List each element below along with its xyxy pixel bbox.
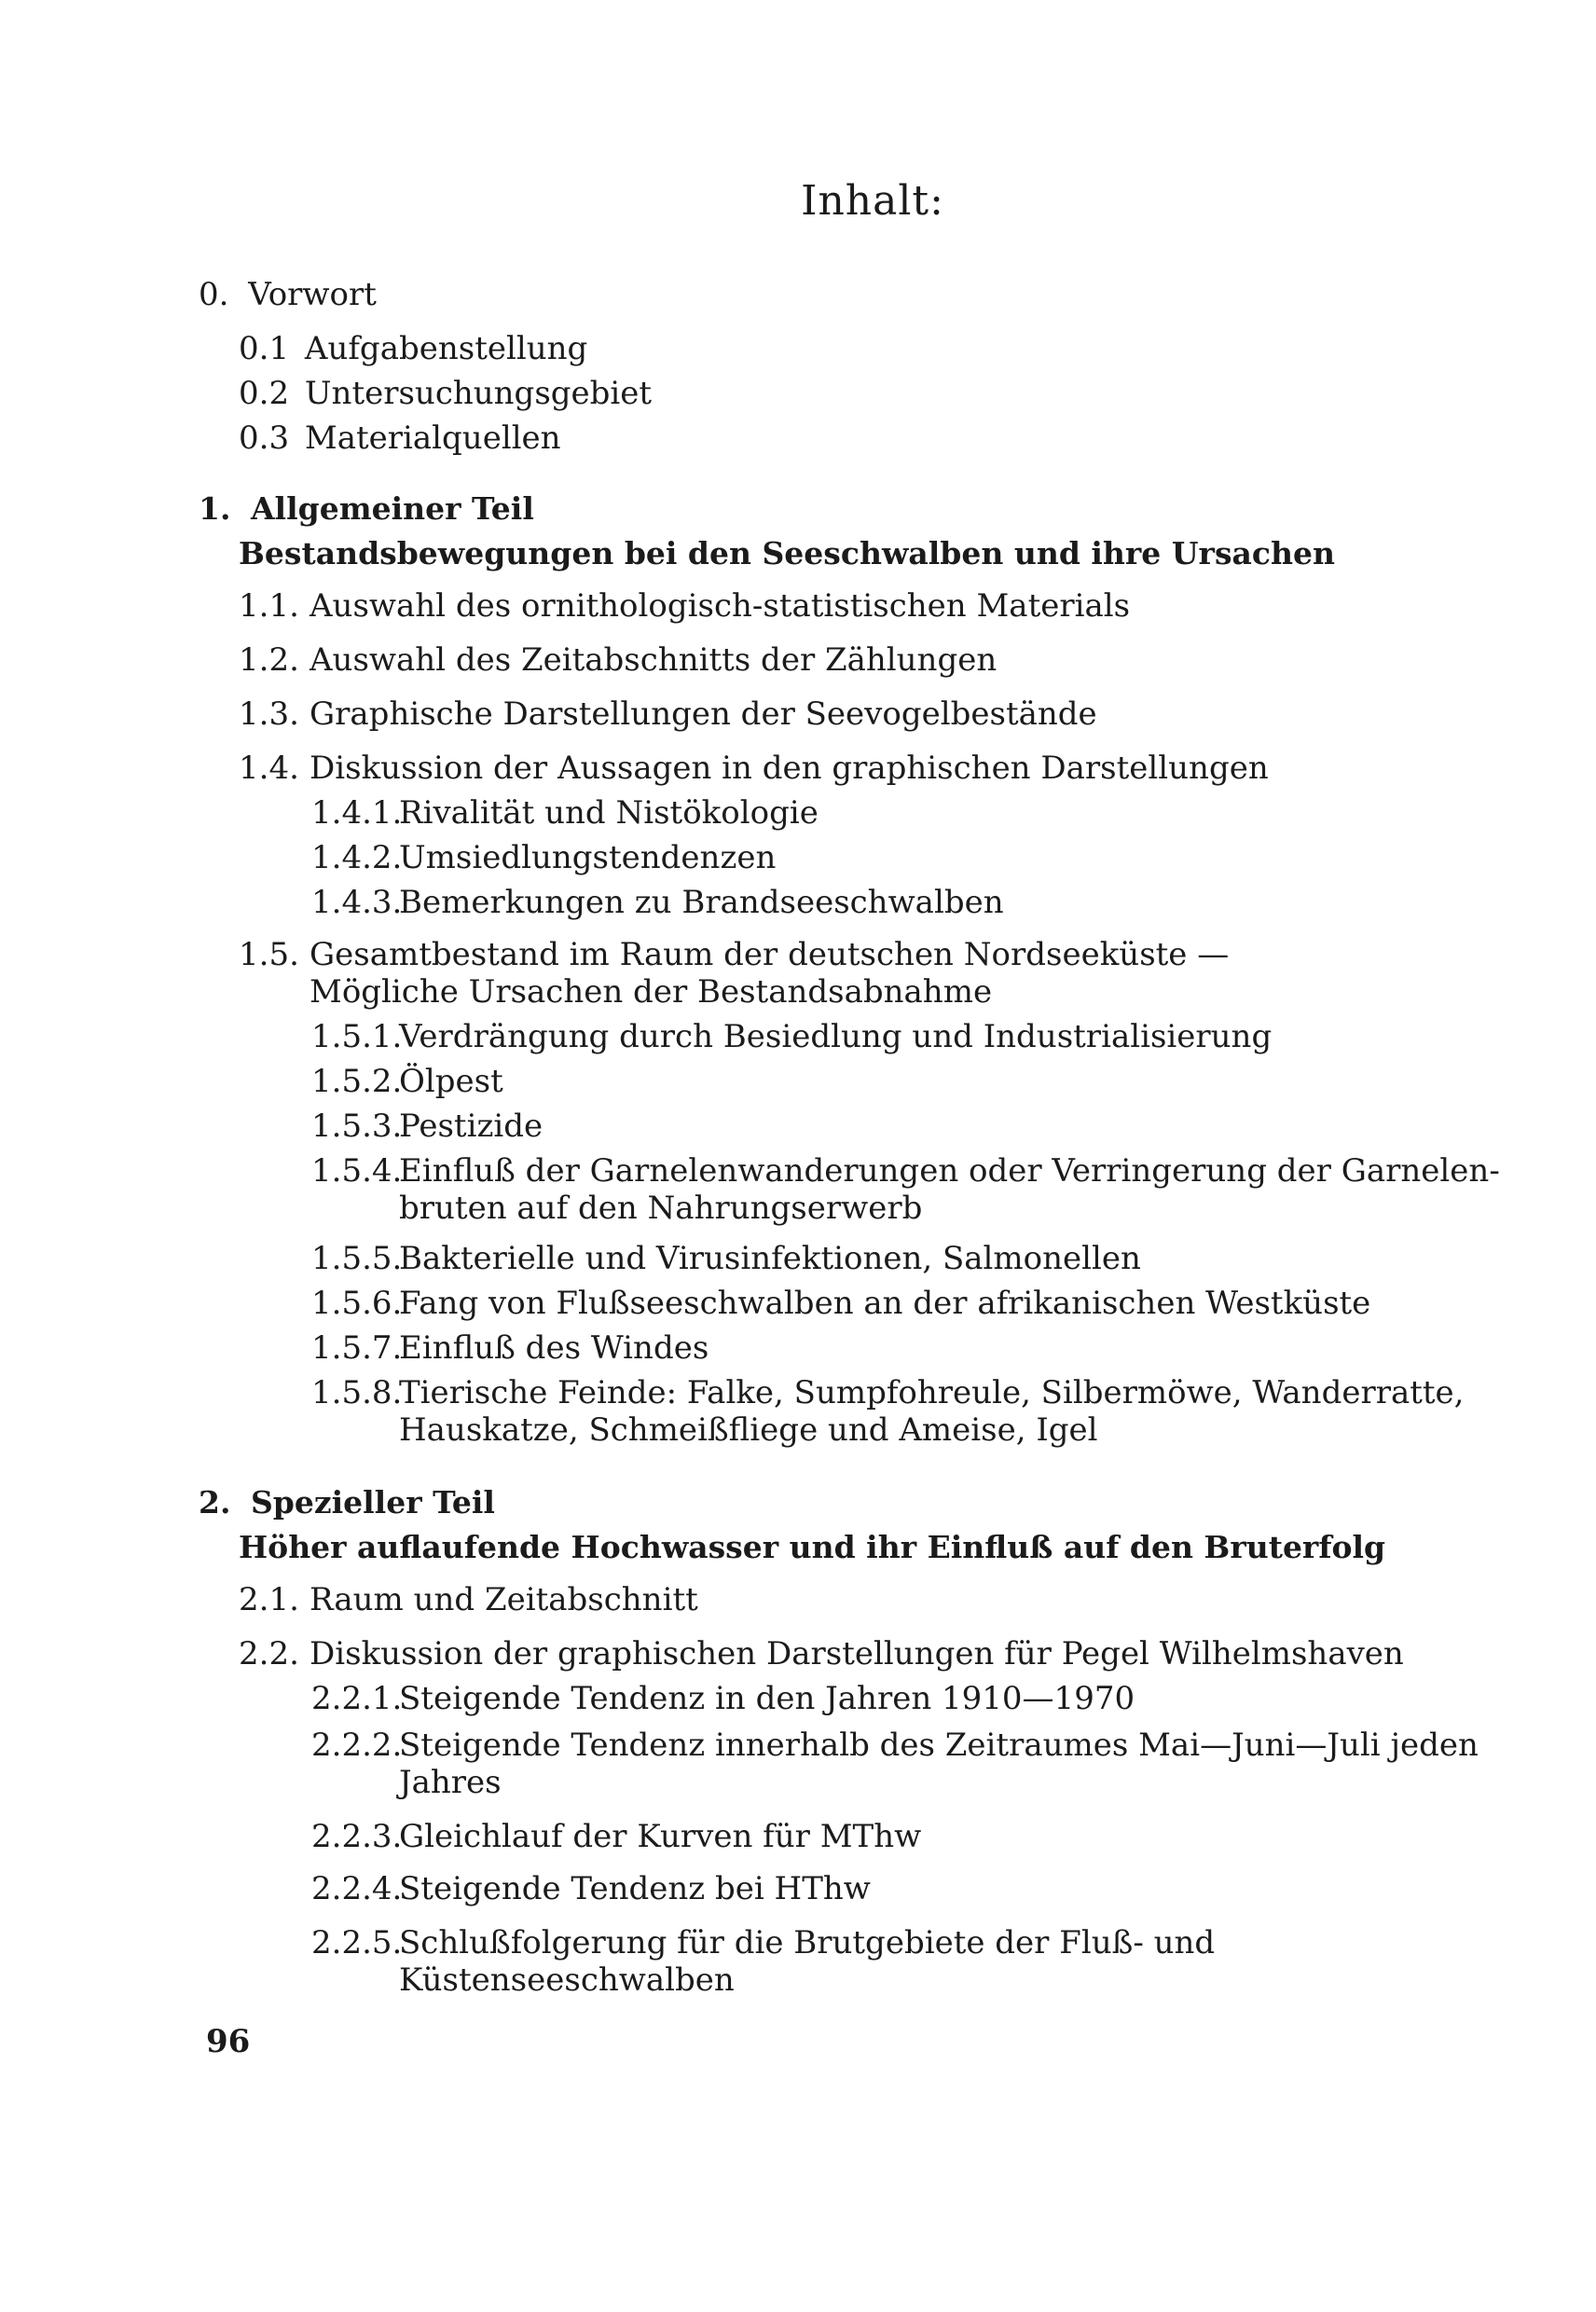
- toc-entry: [199, 490, 534, 528]
- toc-text: Umsiedlungstendenzen: [399, 839, 777, 876]
- toc-number: 1.: [199, 490, 231, 527]
- toc-entry: [311, 1924, 1215, 1999]
- toc-number: 1.4.1.: [311, 794, 403, 832]
- toc-text: Materialquellen: [304, 420, 561, 457]
- toc-text: Steigende Tendenz innerhalb des Zeitraumes Mai—Juni—Juli jeden: [399, 1727, 1479, 1764]
- toc-number: 2.2.5.: [311, 1924, 403, 1961]
- toc-text: Graphische Darstellungen der Seevogelbestände: [310, 695, 1097, 733]
- toc-text-continued: Jahres: [399, 1764, 502, 1801]
- toc-entry: [239, 695, 1097, 733]
- toc-text: Bakterielle und Virusinfektionen, Salmonellen: [399, 1240, 1141, 1277]
- toc-number: 0.2: [239, 375, 290, 412]
- toc-number: 0.: [199, 276, 229, 313]
- toc-text: Rivalität und Nistökologie: [399, 794, 819, 832]
- toc-number: 2.2.: [239, 1635, 299, 1672]
- toc-number: 0.3: [239, 420, 290, 457]
- toc-entry: [311, 1152, 1500, 1227]
- toc-number: 1.1.: [239, 587, 299, 625]
- toc-number: 2.2.4.: [311, 1870, 403, 1907]
- toc-entry: [239, 587, 1130, 625]
- toc-text: Bemerkungen zu Brandseeschwalben: [399, 884, 1004, 921]
- toc-subtitle: [239, 535, 1335, 572]
- toc-entry: [239, 1581, 698, 1618]
- toc-text: Aufgabenstellung: [304, 330, 588, 367]
- toc-entry: [311, 1108, 543, 1145]
- toc-text: Fang von Flußseeschwalben an der afrikanischen Westküste: [399, 1285, 1371, 1322]
- toc-text: Steigende Tendenz bei HThw: [399, 1870, 871, 1907]
- toc-number: 1.4.: [239, 750, 299, 787]
- page-title: Inhalt:: [801, 177, 944, 225]
- toc-text-continued: Küstenseeschwalben: [399, 1961, 735, 1999]
- toc-entry: [199, 276, 377, 313]
- page-number: 96: [206, 2023, 251, 2060]
- toc-entry: [311, 794, 819, 832]
- toc-number: 1.5.8.: [311, 1374, 403, 1411]
- toc-number: 2.2.1.: [311, 1680, 403, 1717]
- toc-entry: [311, 884, 1004, 921]
- toc-number: 1.5.5.: [311, 1240, 403, 1277]
- toc-entry: [239, 375, 652, 412]
- toc-text: Untersuchungsgebiet: [304, 375, 653, 412]
- toc-text: Allgemeiner Teil: [250, 490, 534, 527]
- toc-text-continued: Hauskatze, Schmeißfliege und Ameise, Igel: [399, 1411, 1098, 1449]
- toc-number: 2.2.3.: [311, 1818, 403, 1855]
- toc-text: Pestizide: [399, 1108, 543, 1145]
- toc-text-continued: Mögliche Ursachen der Bestandsabnahme: [310, 973, 993, 1011]
- toc-number: 0.1: [239, 330, 290, 367]
- toc-entry: [311, 1018, 1272, 1055]
- toc-number: 1.4.3.: [311, 884, 403, 921]
- toc-entry: [311, 1870, 871, 1907]
- toc-text: Schlußfolgerung für die Brutgebiete der Fluß- und: [399, 1924, 1216, 1961]
- toc-entry: [239, 420, 561, 457]
- toc-text: Vorwort: [248, 276, 377, 313]
- toc-number: 1.5.3.: [311, 1108, 403, 1145]
- toc-number: 1.5.7.: [311, 1329, 403, 1367]
- toc-text: Diskussion der Aussagen in den graphischen Darstellungen: [310, 750, 1269, 787]
- toc-text: Tierische Feinde: Falke, Sumpfohreule, Silbermöwe, Wanderratte,: [399, 1374, 1465, 1411]
- toc-entry: [311, 1374, 1465, 1449]
- toc-entry: [239, 1635, 1404, 1672]
- toc-entry: [311, 1727, 1479, 1801]
- toc-text: Einfluß der Garnelenwanderungen oder Verringerung der Garnelen-: [399, 1152, 1500, 1190]
- toc-entry: [311, 1329, 709, 1367]
- toc-text: Gleichlauf der Kurven für MThw: [399, 1818, 922, 1855]
- toc-text: Einfluß des Windes: [399, 1329, 709, 1367]
- toc-text: Ölpest: [399, 1063, 503, 1100]
- toc-entry: [239, 641, 997, 679]
- toc-text: Raum und Zeitabschnitt: [310, 1581, 698, 1618]
- toc-number: 1.3.: [239, 695, 299, 733]
- toc-text: Höher auflaufende Hochwasser und ihr Einfluß auf den Bruterfolg: [239, 1529, 1386, 1565]
- toc-text: Auswahl des ornithologisch-statistischen Materials: [310, 587, 1131, 625]
- toc-number: 2.2.2.: [311, 1727, 403, 1764]
- toc-entry: [311, 1063, 503, 1100]
- toc-number: 1.2.: [239, 641, 299, 679]
- toc-text: Auswahl des Zeitabschnitts der Zählungen: [310, 641, 998, 679]
- toc-number: 1.5.4.: [311, 1152, 403, 1190]
- toc-number: 1.4.2.: [311, 839, 403, 876]
- toc-entry: [239, 936, 1229, 1011]
- toc-subtitle: [239, 1529, 1385, 1566]
- toc-text: Gesamtbestand im Raum der deutschen Nordseeküste —: [310, 936, 1230, 973]
- toc-text: Diskussion der graphischen Darstellungen für Pegel Wilhelmshaven: [310, 1635, 1404, 1672]
- toc-text: Verdrängung durch Besiedlung und Industrialisierung: [399, 1018, 1273, 1055]
- toc-number: 1.5.1.: [311, 1018, 403, 1055]
- toc-entry: [311, 1818, 921, 1855]
- toc-entry: [311, 1680, 1135, 1717]
- toc-entry: [311, 839, 776, 876]
- toc-entry: [311, 1240, 1141, 1277]
- toc-text: Spezieller Teil: [250, 1484, 495, 1521]
- toc-entry: [239, 750, 1269, 787]
- toc-text-continued: bruten auf den Nahrungserwerb: [399, 1190, 923, 1227]
- toc-entry: [199, 1484, 495, 1521]
- toc-entry: [311, 1285, 1370, 1322]
- toc-number: 2.: [199, 1484, 231, 1521]
- toc-entry: [239, 330, 587, 367]
- toc-text: Bestandsbewegungen bei den Seeschwalben und ihre Ursachen: [239, 535, 1335, 571]
- toc-number: 1.5.6.: [311, 1285, 403, 1322]
- toc-number: 1.5.2.: [311, 1063, 403, 1100]
- toc-number: 1.5.: [239, 936, 299, 973]
- toc-number: 2.1.: [239, 1581, 299, 1618]
- toc-text: Steigende Tendenz in den Jahren 1910—1970: [399, 1680, 1135, 1717]
